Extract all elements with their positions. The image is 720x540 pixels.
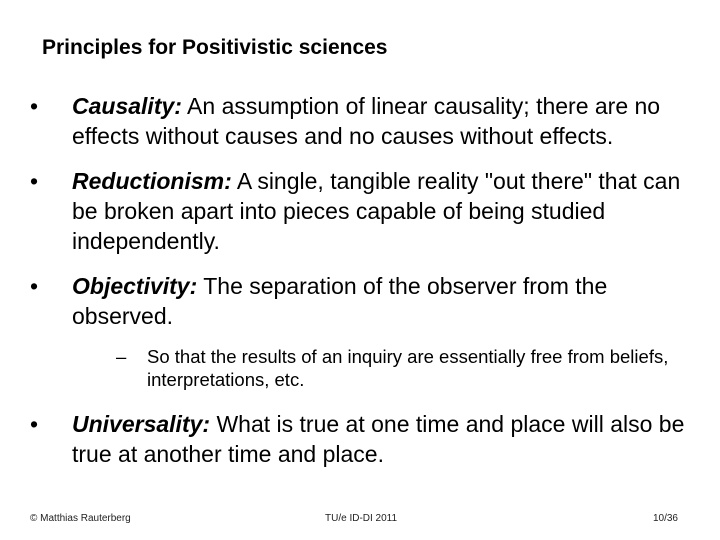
sub-bullet-text: So that the results of an inquiry are essentially free from beliefs, interpretations, etc. [147,346,669,390]
footer-course: TU/e ID-DI 2011 [325,513,398,524]
bullet-universality [30,409,700,469]
term-universality: Universality: [72,411,211,437]
sub-bullet-marker: – [116,346,127,367]
sub-bullet-inquiry-results [72,345,700,391]
bullet-marker: • [30,273,39,299]
footer-copyright: © Matthias Rauterberg [30,513,131,524]
bullet-marker: • [30,168,39,194]
bullet-marker: • [30,411,39,437]
bullet-marker: • [30,93,39,119]
slide-title: Principles for Positivistic sciences [42,36,388,59]
bullet-objectivity [30,271,700,391]
bullet-text: A single, tangible reality "out there" that can be broken apart into pieces capable of being studied independently. [72,168,681,254]
term-reductionism: Reductionism: [72,168,232,194]
bullet-text: What is true at one time and place will also be true at another time and place. [72,411,685,467]
sub-bullet-list [72,345,700,391]
bullet-text: The separation of the observer from the observed. [72,273,608,329]
footer-page-number: 10/36 [652,513,678,524]
term-causality: Causality: [72,93,182,119]
bullet-text: An assumption of linear causality; there are no effects without causes and no causes without effects. [72,93,661,149]
bullet-reductionism [30,166,700,256]
bullet-list [30,91,700,469]
term-objectivity: Objectivity: [72,273,198,299]
bullet-causality [30,91,700,151]
